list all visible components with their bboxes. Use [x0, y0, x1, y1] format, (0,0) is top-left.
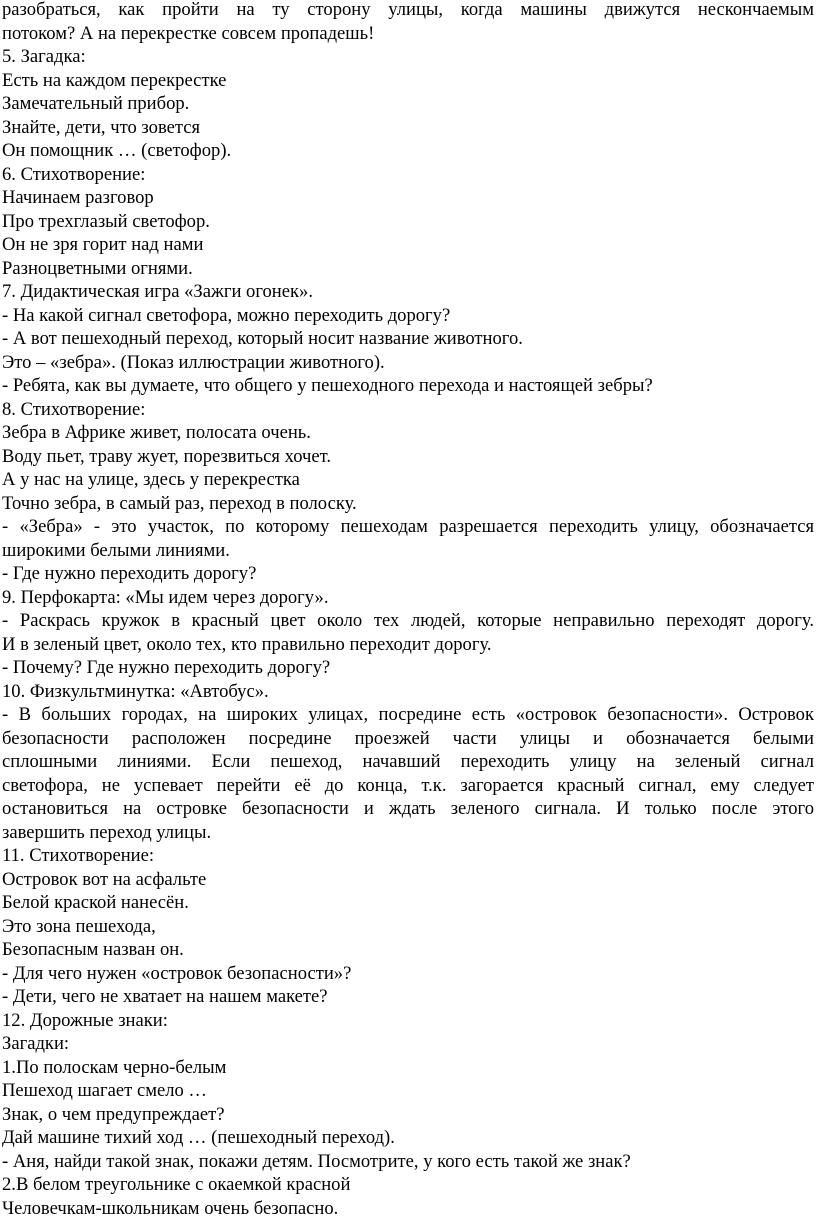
document-body: [2, 0, 814, 1220]
text-line: Это зона пешехода,: [2, 915, 814, 939]
text-line: Пешеход шагает смело …: [2, 1079, 814, 1103]
text-line: 9. Перфокарта: «Мы идем через дорогу».: [2, 586, 814, 610]
text-line: Про трехглазый светофор.: [2, 210, 814, 234]
text-line: потоком? А на перекрестке совсем пропадешь!: [2, 22, 814, 46]
text-line: 8. Стихотворение:: [2, 398, 814, 422]
text-line: И в зеленый цвет, около тех, кто правильно переходит дорогу.: [2, 633, 814, 657]
text-line: Это – «зебра». (Показ иллюстрации животного).: [2, 351, 814, 375]
text-line: 2.В белом треугольнике с окаемкой красной: [2, 1173, 814, 1197]
text-line: безопасности расположен посредине проезжей части улицы и обозначается белыми: [2, 727, 814, 751]
text-line: завершить переход улицы.: [2, 821, 814, 845]
text-line: Островок вот на асфальте: [2, 868, 814, 892]
text-line: светофора, не успевает перейти её до конца, т.к. загорается красный сигнал, ему следует: [2, 774, 814, 798]
text-line: 10. Физкультминутка: «Автобус».: [2, 680, 814, 704]
text-line: Он не зря горит над нами: [2, 233, 814, 257]
text-line: - «Зебра» - это участок, по которому пешеходам разрешается переходить улицу, обозначается: [2, 515, 814, 539]
text-line: широкими белыми линиями.: [2, 539, 814, 563]
text-line: - В больших городах, на широких улицах, посредине есть «островок безопасности». Островок: [2, 703, 814, 727]
text-line: Зебра в Африке живет, полосата очень.: [2, 421, 814, 445]
text-line: 5. Загадка:: [2, 45, 814, 69]
text-line: - Дети, чего не хватает на нашем макете?: [2, 985, 814, 1009]
text-line: А у нас на улице, здесь у перекрестка: [2, 468, 814, 492]
text-line: 6. Стихотворение:: [2, 163, 814, 187]
text-line: - Почему? Где нужно переходить дорогу?: [2, 656, 814, 680]
text-line: 1.По полоскам черно-белым: [2, 1056, 814, 1080]
text-line: Разноцветными огнями.: [2, 257, 814, 281]
text-line: 11. Стихотворение:: [2, 844, 814, 868]
text-line: Точно зебра, в самый раз, переход в полоску.: [2, 492, 814, 516]
text-line: Знайте, дети, что зовется: [2, 116, 814, 140]
text-line: Воду пьет, траву жует, порезвиться хочет.: [2, 445, 814, 469]
text-line: Белой краской нанесён.: [2, 891, 814, 915]
text-line: Замечательный прибор.: [2, 92, 814, 116]
text-line: Знак, о чем предупреждает?: [2, 1103, 814, 1127]
text-line: - А вот пешеходный переход, который носит название животного.: [2, 327, 814, 351]
text-line: - Раскрась кружок в красный цвет около тех людей, которые неправильно переходят дорогу.: [2, 609, 814, 633]
text-line: 7. Дидактическая игра «Зажги огонек».: [2, 280, 814, 304]
text-line: - Где нужно переходить дорогу?: [2, 562, 814, 586]
text-line: 12. Дорожные знаки:: [2, 1009, 814, 1033]
text-line: - Ребята, как вы думаете, что общего у пешеходного перехода и настоящей зебры?: [2, 374, 814, 398]
text-line: - На какой сигнал светофора, можно переходить дорогу?: [2, 304, 814, 328]
text-line: Безопасным назван он.: [2, 938, 814, 962]
text-line: остановиться на островке безопасности и ждать зеленого сигнала. И только после этого: [2, 797, 814, 821]
text-line: Есть на каждом перекрестке: [2, 69, 814, 93]
text-line: - Аня, найди такой знак, покажи детям. Посмотрите, у кого есть такой же знак?: [2, 1150, 814, 1174]
text-line: Начинаем разговор: [2, 186, 814, 210]
text-line: сплошными линиями. Если пешеход, начавший переходить улицу на зеленый сигнал: [2, 750, 814, 774]
text-line: Дай машине тихий ход … (пешеходный переход).: [2, 1126, 814, 1150]
text-line: - Для чего нужен «островок безопасности»?: [2, 962, 814, 986]
text-line: Загадки:: [2, 1032, 814, 1056]
text-line: Человечкам-школьникам очень безопасно.: [2, 1197, 814, 1220]
text-line: разобраться, как пройти на ту сторону улицы, когда машины движутся нескончаемым: [2, 0, 814, 22]
text-line: Он помощник … (светофор).: [2, 139, 814, 163]
